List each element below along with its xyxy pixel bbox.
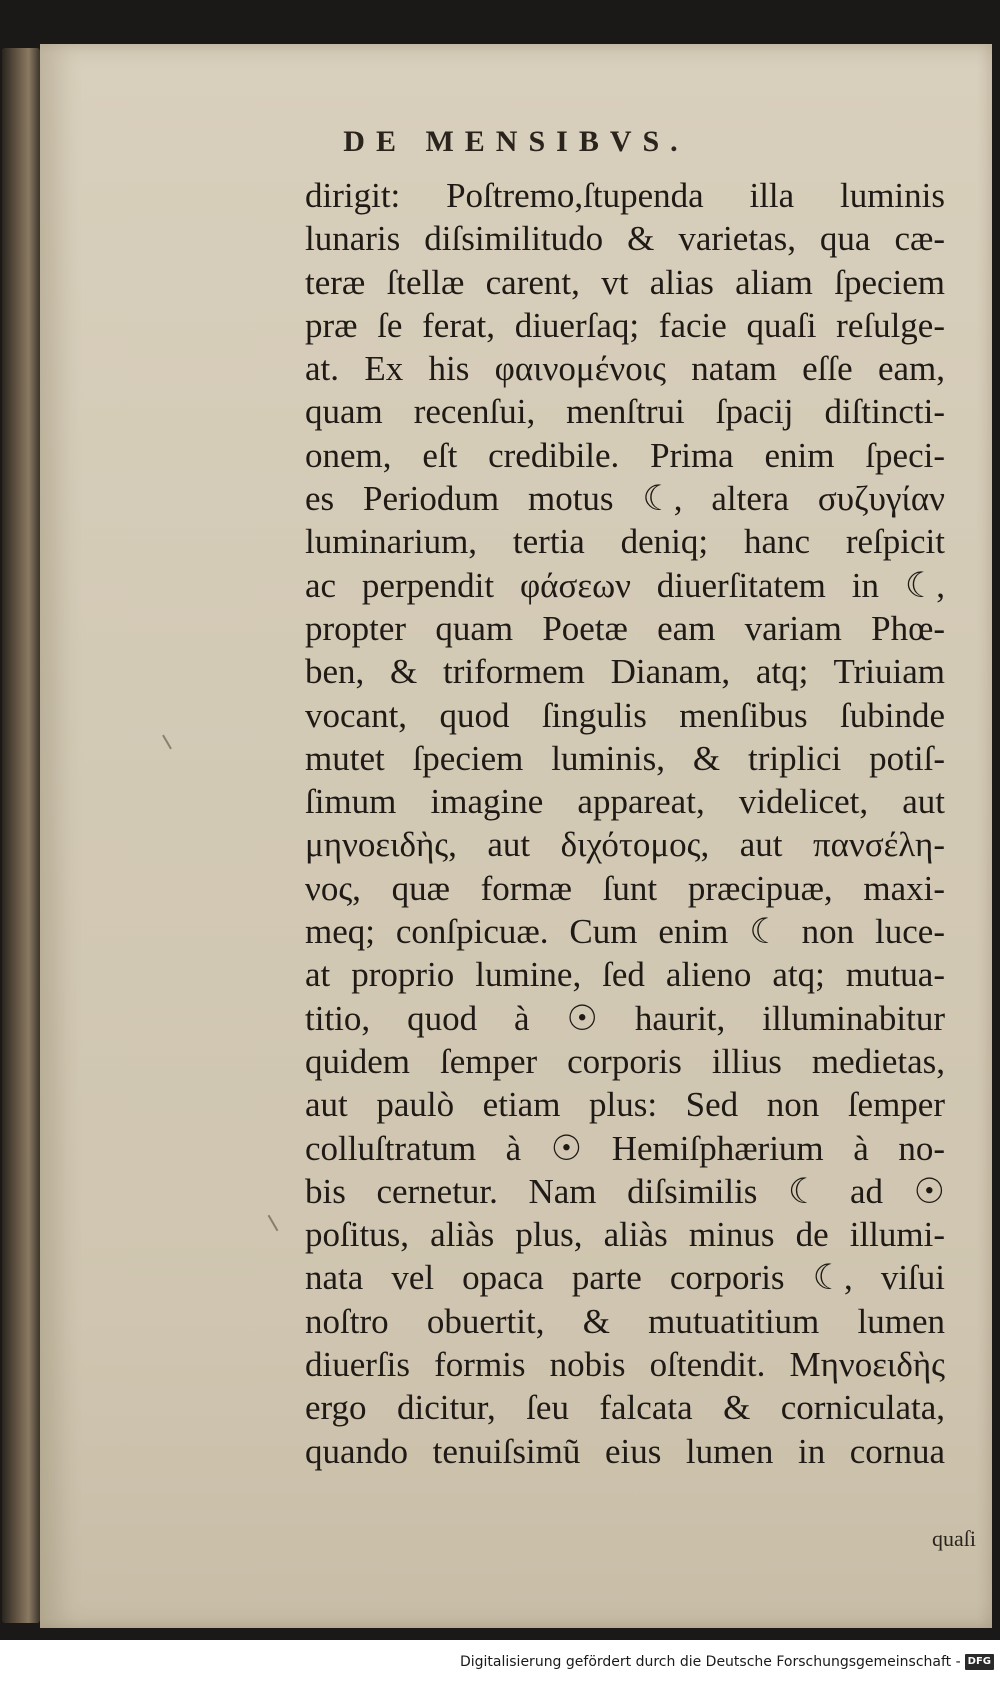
text-line: poſitus, aliàs plus, aliàs minus de illumi- xyxy=(305,1215,945,1255)
margin-ink-mark xyxy=(162,735,172,750)
text-line: ac perpendit φάσεων diuerſitatem in ☾, xyxy=(305,565,945,605)
digitization-credit xyxy=(460,1654,994,1670)
text-line: aut paulò etiam plus: Sed non ſemper xyxy=(305,1085,945,1125)
text-line: es Periodum motus ☾, altera συζυγίαν xyxy=(305,479,945,519)
text-line: ergo dicitur, ſeu falcata & corniculata, xyxy=(305,1388,945,1428)
body-text xyxy=(305,174,945,1473)
page-fold-edge xyxy=(2,48,40,1623)
text-line: quando tenuiſsimũ eius lumen in cornua xyxy=(305,1431,945,1471)
text-line: colluſtratum à ☉ Hemiſphærium à no- xyxy=(305,1128,945,1168)
margin-ink-mark xyxy=(268,1215,279,1232)
credit-text: Digitalisierung gefördert durch die Deutsche Forschungsgemeinschaft - xyxy=(459,1654,961,1670)
text-line: diuerſis formis nobis oſtendit. Μηνοειδὴς xyxy=(305,1345,945,1385)
text-line: quidem ſemper corporis illius medietas, xyxy=(305,1041,945,1081)
catchword: quaſi xyxy=(932,1526,976,1551)
book-page xyxy=(40,44,992,1628)
text-line: onem, eſt credibile. Prima enim ſpeci- xyxy=(305,435,945,475)
running-head: DE MENSIBVS. xyxy=(343,125,689,158)
text-line: quam recenſui, menſtrui ſpacij diſtincti- xyxy=(305,392,945,432)
text-line: ſimum imagine appareat, videlicet, aut xyxy=(305,782,945,822)
text-line: νος, quæ formæ ſunt præcipuæ, maxi- xyxy=(305,868,945,908)
text-line: at. Ex his φαινομένοις natam eſſe eam, xyxy=(305,349,945,389)
text-line: propter quam Poetæ eam variam Phœ- xyxy=(305,608,945,648)
text-line: bis cernetur. Nam diſsimilis ☾ ad ☉ xyxy=(305,1171,945,1211)
dfg-logo: DFG xyxy=(965,1654,994,1670)
text-line: meq; conſpicuæ. Cum enim ☾ non luce- xyxy=(305,912,945,952)
text-line: mutet ſpeciem luminis, & triplici potiſ- xyxy=(305,738,945,778)
text-line: ben, & triformem Dianam, atq; Triuiam xyxy=(305,652,945,692)
text-line: at proprio lumine, ſed alieno atq; mutua- xyxy=(305,955,945,995)
text-line: titio, quod à ☉ haurit, illuminabitur xyxy=(305,998,945,1038)
text-line: nata vel opaca parte corporis ☾, viſui xyxy=(305,1258,945,1298)
text-line: præ ſe ferat, diuerſaq; facie quaſi reſulge- xyxy=(305,305,945,345)
text-line: vocant, quod ſingulis menſibus ſubinde xyxy=(305,695,945,735)
text-line: μηνοειδὴς, aut διχότομος, aut πανσέλη- xyxy=(305,825,945,865)
text-line: teræ ſtellæ carent, vt alias aliam ſpeciem xyxy=(305,262,945,302)
text-line: dirigit: Poſtremo,ſtupenda illa luminis xyxy=(305,176,945,215)
text-line: lunaris diſsimilitudo & varietas, qua cæ- xyxy=(305,219,945,259)
text-line: noſtro obuertit, & mutuatitium lumen xyxy=(305,1301,945,1341)
text-line: luminarium, tertia deniq; hanc reſpicit xyxy=(305,522,945,562)
